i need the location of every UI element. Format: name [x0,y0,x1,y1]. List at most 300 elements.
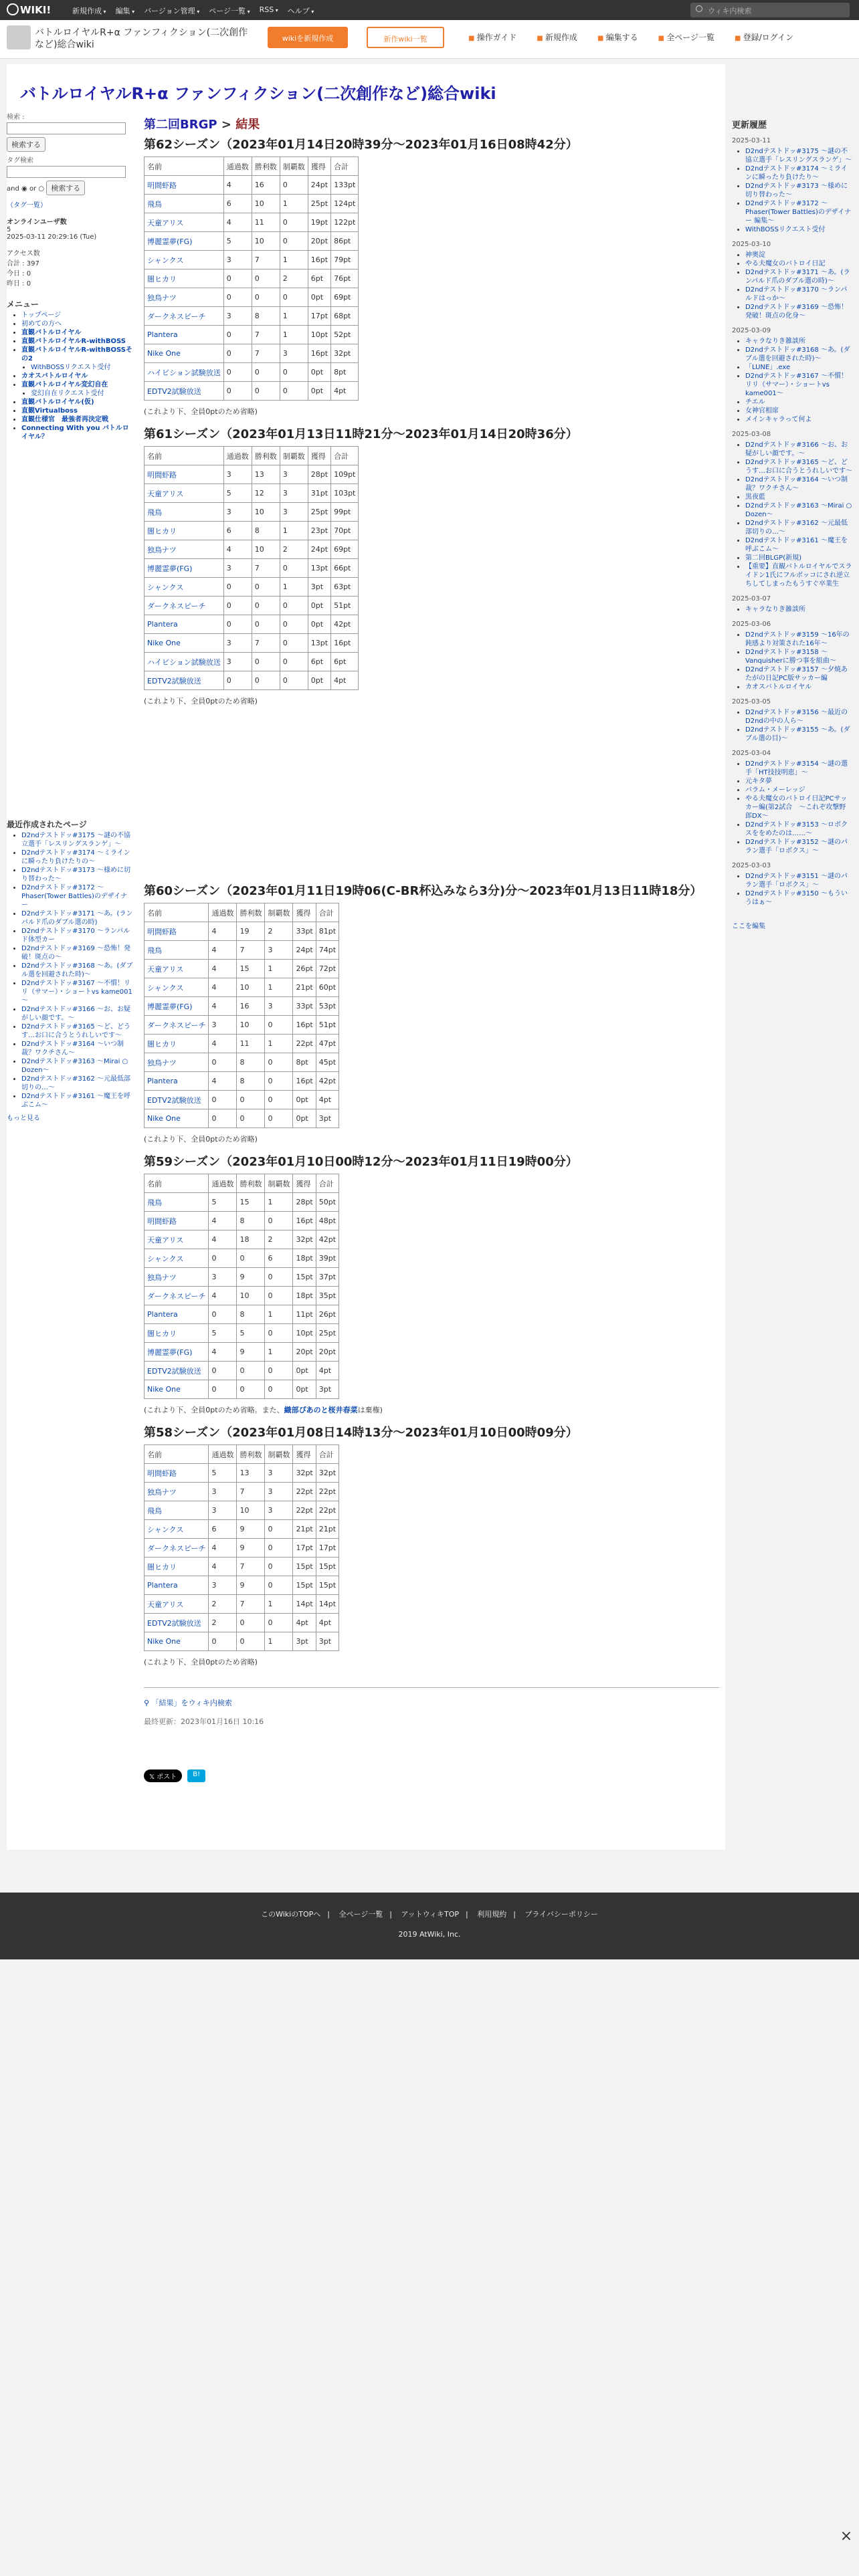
player-name-cell[interactable]: ハイビション試験放送 [145,653,224,671]
sidebar-item: • 直観Virtualboss [21,407,134,415]
menu-rss[interactable]: RSS ▾ [260,5,278,16]
player-name-cell[interactable]: EDTV2試験放送 [145,1614,209,1632]
table-row [145,522,359,540]
right-sidebar-panel [732,118,852,930]
table-row [145,344,359,363]
player-name-cell[interactable]: Nike One [145,1380,209,1399]
site-header [0,20,859,59]
history-link[interactable]: D2ndテストドッ#3165 ～ど、どうす…お口に合うとうれしいです～ [745,459,852,475]
stat-cell: 51pt [316,1016,339,1035]
stat-cell: 4 [223,213,252,232]
history-link[interactable]: D2ndテストドッ#3161 ～魔王を呼ぶこム～ [745,537,848,553]
history-item [745,760,852,777]
stat-cell: 26pt [293,960,316,978]
stat-cell: 17pt [293,1539,316,1558]
history-item [745,441,852,458]
player-name-cell[interactable]: 飛鳥 [145,503,224,522]
stat-cell: 6 [209,1520,237,1539]
history-link[interactable]: D2ndテストドッ#3163 ～Mirai ○ Dozen～ [745,502,852,518]
stat-cell: 0 [265,1287,293,1305]
history-link[interactable]: 【重要】直観バトルロイヤルでスライドン1氏にフルボッコにされ逆立ちしてしまったもうすぐ卒業生 [745,563,852,588]
player-name-cell[interactable]: EDTV2試験放送 [145,1091,209,1109]
sidebar-item: • トップページ [21,311,134,320]
stat-cell: 7 [237,1558,265,1576]
player-name-cell[interactable]: Plantera [145,1305,209,1324]
player-name-cell[interactable]: Plantera [145,1072,209,1091]
site-title[interactable]: バトルロイヤルR+α ファンフィクション(二次創作など)総合wiki [35,27,248,50]
history-groups [732,137,852,907]
tag-search-input[interactable] [7,166,126,178]
stat-cell: 4 [209,1287,237,1305]
main-area [7,64,725,1850]
footer-link[interactable]: 利用規約 [477,1910,507,1919]
stat-cell: 32pt [293,1464,316,1483]
player-name-cell[interactable]: Plantera [145,1576,209,1595]
recent-item: • D2ndテストドッ#3165 ～ど、どうす…お口に合うとうれしいです～ [21,1023,134,1040]
tweet-button[interactable]: 𝕏 ポスト [144,1769,182,1782]
history-date: 2025-03-05 [732,698,771,706]
player-name-cell[interactable]: 明間虾路 [145,176,224,195]
history-link[interactable]: キャラなりき雑談所 [745,338,805,345]
stat-cell: 16pt [293,1072,316,1091]
history-list [732,708,852,743]
sidebar-search-input[interactable] [7,122,126,134]
player-name-cell[interactable]: 博麗霊夢(FG) [145,559,224,578]
recent-item: • D2ndテストドッ#3175 ～謎の不協立選手「レスリングスランゲ」～ [21,831,134,849]
stat-cell: 0 [280,653,308,671]
player-name-cell[interactable]: 博麗霊夢(FG) [145,232,224,251]
stat-cell: 10pt [308,326,330,344]
history-link[interactable]: D2ndテストドッ#3157 ～夕焼あたがの日記PC版サッカー編 [745,666,848,682]
history-link[interactable]: D2ndテストドッ#3156 ～最近のD2ndの中の人ら～ [745,709,848,725]
stat-cell: 0 [280,363,308,382]
note-link[interactable]: 織部ぴあのと桜井春菜 [284,1406,358,1414]
history-link[interactable]: キャラなりき雑談所 [745,606,805,613]
history-item [745,605,852,614]
stat-cell: 0 [237,1632,265,1651]
stat-cell: 0 [209,1632,237,1651]
history-link[interactable]: D2ndテストドッ#3152 ～謎のパラン選手「ロボクス」～ [745,839,848,855]
history-link[interactable]: やる夫魔女のバトロイ日記PCサッカー編(第2試合 ～これぞ攻撃野郎DX～ [745,795,848,820]
stat-cell: 18pt [293,1249,316,1268]
stat-cell: 3 [209,1016,237,1035]
history-link[interactable]: 「LUNE」.exe [745,364,791,371]
stat-cell: 7 [252,251,280,270]
stat-cell: 8pt [331,363,359,382]
stat-cell: 4 [209,997,237,1016]
stat-cell: 4 [209,978,237,997]
player-name-cell[interactable]: ダークネスピーチ [145,1287,209,1305]
table-header-row [145,1445,339,1464]
footer-link[interactable]: プライバシーポリシー [524,1910,598,1919]
player-name-cell[interactable]: 闇ヒカリ [145,1035,209,1053]
history-link[interactable]: D2ndテストドッ#3168 ～あ。(ダブル選を回避された時)～ [745,346,850,362]
tag-search-button[interactable]: 検索する [46,181,85,195]
footer-link[interactable]: 全ページ一覧 [339,1910,383,1919]
player-name-cell[interactable]: シャンクス [145,1249,209,1268]
player-name-cell[interactable]: 闇ヒカリ [145,522,224,540]
breadcrumb-sep: > [221,118,231,132]
stat-cell: 60pt [316,978,339,997]
player-name-cell[interactable]: Plantera [145,615,224,634]
stat-cell: 3 [280,484,308,503]
history-item [745,398,852,407]
stat-cell: 13pt [308,559,330,578]
history-link[interactable]: D2ndテストドッ#3174 ～ミラインに瞬ったり負けたり～ [745,165,848,181]
hatena-bookmark-button[interactable]: B! [187,1769,205,1782]
history-link[interactable]: メインキャラって何よ [745,416,812,423]
player-name-cell[interactable]: 天童アリス [145,484,224,503]
table-row [145,1193,339,1212]
nav-all-pages[interactable]: ■ 全ページ一覧 [658,31,714,43]
stat-cell: 0 [223,344,252,363]
sidebar-item: • 変幻自在リクエスト受付 [31,389,134,398]
footer-link[interactable]: このWikiのTOPへ [261,1910,321,1919]
player-name-cell[interactable]: 独鳥ナツ [145,1483,209,1501]
player-name-cell[interactable]: 天童アリス [145,1595,209,1614]
history-date: 2025-03-08 [732,431,771,438]
stat-cell: 1 [265,1035,293,1053]
table-row [145,615,359,634]
stat-cell: 4 [209,1343,237,1362]
stat-cell: 3 [209,1501,237,1520]
stat-cell: 0 [252,653,280,671]
stat-cell: 10pt [293,1324,316,1343]
stat-cell: 31pt [308,484,330,503]
footer-link[interactable]: アットウィキTOP [401,1910,460,1919]
stat-cell: 63pt [331,578,359,597]
stat-cell: 0 [265,1576,293,1595]
history-link[interactable]: D2ndテストドッ#3172 ～Phaser(Tower Battles)のデザイナー 編集～ [745,200,852,225]
player-name-cell[interactable]: ダークネスピーチ [145,1016,209,1035]
stat-cell: 3 [280,465,308,484]
stat-cell: 4 [209,1230,237,1249]
season-table [144,1444,339,1651]
stat-cell: 19 [237,922,265,941]
table-row [145,503,359,522]
stat-cell: 18 [237,1230,265,1249]
recent-more-link[interactable]: もっと見る [7,1115,40,1122]
sidebar-item: • 直観バトルロイヤルR-withBOSS [21,337,134,346]
table-row [145,1305,339,1324]
player-name-cell[interactable]: 天童アリス [145,213,224,232]
nav-edit[interactable]: ■ 編集する [597,31,638,43]
edit-here-link[interactable]: ここを編集 [732,923,765,930]
new-wiki-list-button[interactable]: 新作wiki一覧 [367,27,444,48]
stat-cell: 1 [265,1632,293,1651]
history-item [745,536,852,554]
stat-cell: 3 [209,1268,237,1287]
column-header: 名前 [145,1445,209,1464]
history-link[interactable]: D2ndテストドッ#3162 ～元最低部切りの…～ [745,520,848,536]
table-row [145,1230,339,1249]
stat-cell: 37pt [316,1268,339,1287]
player-name-cell[interactable]: Nike One [145,344,224,363]
history-link[interactable]: D2ndテストドッ#3170 ～ランパルドはっか～ [745,286,848,302]
player-name-cell[interactable]: 独鳥ナツ [145,1268,209,1287]
history-link[interactable]: D2ndテストドッ#3158 ～Vanquisherに勝つ事を組曲～ [745,649,836,665]
player-name-cell[interactable]: EDTV2試験放送 [145,671,224,690]
column-header: 獲得 [308,157,330,176]
player-name-cell[interactable]: 明間虾路 [145,465,224,484]
history-date: 2025-03-06 [732,621,771,628]
history-list [732,760,852,855]
stat-cell: 4 [209,960,237,978]
player-name-cell[interactable]: EDTV2試験放送 [145,382,224,401]
table-row [145,578,359,597]
sidebar-search-button[interactable]: 検索する [7,137,45,152]
table-row [145,232,359,251]
stat-cell: 0 [209,1053,237,1072]
stat-cell: 15pt [293,1268,316,1287]
history-item [745,502,852,519]
player-name-cell[interactable]: 明間虾路 [145,1464,209,1483]
sidebar-item: • 直観バトルロイヤル [21,328,134,337]
stat-cell: 12 [252,484,280,503]
history-item [745,303,852,320]
sidebar-item: • 直観バトルロイヤル(仮) [21,398,134,407]
history-link[interactable]: D2ndテストドッ#3151 ～謎のパラン選手「ロボクス」～ [745,873,848,889]
player-name-cell[interactable]: 博麗霊夢(FG) [145,997,209,1016]
history-link[interactable]: D2ndテストドッ#3164 ～いつ制裁？ワクチさん～ [745,476,848,492]
column-header: 獲得 [293,1445,316,1464]
sidebar-item: • カオスバトルロイヤル [21,372,134,381]
stat-cell: 16pt [308,344,330,363]
history-link[interactable]: WithBOSSリクエスト受付 [745,226,826,233]
player-name-cell[interactable]: Nike One [145,1109,209,1128]
history-link[interactable]: バラム・メーレッジ [745,786,805,794]
player-name-cell[interactable]: ダークネスピーチ [145,307,224,326]
history-link[interactable]: D2ndテストドッ#3154 ～謎の選手「HT技技明恵」～ [745,760,848,776]
player-name-cell[interactable]: 闇ヒカリ [145,1324,209,1343]
access-yesterday: 昨日 : 0 [7,280,31,288]
history-link[interactable]: D2ndテストドッ#3166 ～お、お疑がしい顔です。～ [745,441,848,457]
stat-cell: 47pt [316,1035,339,1053]
stat-cell: 0 [252,597,280,615]
stat-cell: 4 [209,1072,237,1091]
stat-cell: 16pt [308,251,330,270]
stat-cell: 25pt [308,195,330,213]
stat-cell: 39pt [316,1249,339,1268]
stat-cell: 4 [209,922,237,941]
menu-new[interactable]: 新規作成 ▾ [72,5,106,16]
player-name-cell[interactable]: 飛鳥 [145,1193,209,1212]
omit-note: (これより下、全員0ptのため省略) [144,1658,258,1667]
stat-cell: 14pt [293,1595,316,1614]
close-icon[interactable]: × [840,2528,853,2545]
menu-edit[interactable]: 編集 ▾ [116,5,135,16]
stat-cell: 1 [280,307,308,326]
history-link[interactable]: カオスバトルロイヤル [745,683,812,691]
player-name-cell[interactable]: 独鳥ナツ [145,1053,209,1072]
player-name-cell[interactable]: 明間虾路 [145,1212,209,1230]
sidebar-tree-spacer [7,441,134,816]
stat-cell: 22pt [293,1035,316,1053]
stat-cell: 32pt [316,1464,339,1483]
stat-cell: 8 [237,1072,265,1091]
top-menu [72,5,314,16]
menu-version[interactable]: バージョン管理 ▾ [144,5,199,16]
nav-login[interactable]: ■ 登録/ログイン [735,31,793,43]
stat-cell: 0 [252,615,280,634]
history-link[interactable]: 元キタ夢 [745,778,772,785]
page-title[interactable]: バトルロイヤルR+α ファンフィクション(二次創作など)総合wiki [20,84,496,103]
stat-cell: 0 [265,1109,293,1128]
create-wiki-button[interactable]: wikiを新規作成 [268,27,348,48]
season-59-title: 第59シーズン（2023年01月10日00時12分～2023年01月11日19時00分） [144,1155,578,1169]
atwiki-logo[interactable] [7,3,51,16]
player-name-cell[interactable]: ダークネスピーチ [145,1539,209,1558]
player-name-cell[interactable]: 飛鳥 [145,941,209,960]
wiki-search-input[interactable] [690,3,850,17]
stat-cell: 0 [223,615,252,634]
or-radio[interactable]: ○ [38,185,45,193]
table-row [145,176,359,195]
player-name-cell[interactable]: シャンクス [145,251,224,270]
stat-cell: 66pt [331,559,359,578]
tag-list-link[interactable]: （タグ一覧） [7,202,47,209]
stat-cell: 16pt [293,1016,316,1035]
column-header: 制覇数 [265,1445,293,1464]
menu-help[interactable]: ヘルプ ▾ [288,5,314,16]
stat-cell: 0 [209,1091,237,1109]
content [144,115,719,1782]
history-item [745,493,852,502]
stat-cell: 33pt [293,997,316,1016]
history-list [732,251,852,320]
column-header: 合計 [331,447,359,465]
player-name-cell[interactable]: シャンクス [145,578,224,597]
stat-cell: 8 [237,1053,265,1072]
history-item [745,458,852,475]
history-item [745,225,852,234]
stat-cell: 7 [237,1595,265,1614]
player-name-cell[interactable]: シャンクス [145,978,209,997]
history-item [745,363,852,372]
stat-cell: 3 [223,653,252,671]
player-name-cell[interactable]: シャンクス [145,1520,209,1539]
site-logo[interactable] [7,25,31,49]
stat-cell: 20pt [293,1343,316,1362]
table-row [145,1595,339,1614]
history-link[interactable]: D2ndテストドッ#3167 ～不慣！リリ（サマー）・ショートvs kame001～ [745,372,848,397]
wiki-search-link[interactable]: ⚲ 「結果」をウィキ内検索 [144,1699,232,1707]
player-name-cell[interactable]: 天童アリス [145,960,209,978]
history-title: 更新履歴 [732,120,767,130]
history-link[interactable]: D2ndテストドッ#3153 ～ロボクスををめたのは……～ [745,821,848,837]
history-list [732,337,852,424]
online-label: オンラインユーザ数 [7,219,67,226]
history-link[interactable]: D2ndテストドッ#3155 ～あ。(ダブル選の目)～ [745,726,850,742]
stat-cell: 15 [237,1193,265,1212]
table-row [145,213,359,232]
history-link[interactable]: D2ndテストドッ#3173 ～様めに切り替わった～ [745,183,848,199]
stat-cell: 0 [223,597,252,615]
player-name-cell[interactable]: ダークネスピーチ [145,597,224,615]
player-name-cell[interactable]: 博麗霊夢(FG) [145,1343,209,1362]
player-name-cell[interactable]: 独鳥ナツ [145,288,224,307]
history-link[interactable]: 女神官相席 [745,407,779,415]
history-link[interactable]: 神奥淀 [745,251,765,259]
table-row [145,671,359,690]
history-item [745,372,852,398]
nav-new[interactable]: ■ 新規作成 [537,31,577,43]
footer [0,1893,859,1959]
stat-cell: 2 [265,1230,293,1249]
stat-cell: 14pt [316,1595,339,1614]
stat-cell: 6 [265,1249,293,1268]
stat-cell: 51pt [331,597,359,615]
stat-cell: 1 [265,960,293,978]
player-name-cell[interactable]: Plantera [145,326,224,344]
stat-cell: 3 [265,997,293,1016]
column-header: 獲得 [308,447,330,465]
stat-cell: 0 [265,1091,293,1109]
stat-cell: 18pt [293,1287,316,1305]
player-name-cell[interactable]: 闇ヒカリ [145,1558,209,1576]
stat-cell: 0 [223,578,252,597]
breadcrumb-link[interactable]: 第二回BRGP [144,118,217,132]
player-name-cell[interactable]: 飛鳥 [145,195,224,213]
stat-cell: 3 [223,559,252,578]
stat-cell: 109pt [331,465,359,484]
history-link[interactable]: D2ndテストドッ#3175 ～謎の不協立選手「レスリングスランゲ」～ [745,148,852,164]
stat-cell: 0 [209,1362,237,1380]
recent-title: 最近作成されたページ [7,820,87,829]
season-table [144,156,359,401]
stat-cell: 0pt [308,288,330,307]
stat-cell: 3pt [316,1109,339,1128]
player-name-cell[interactable]: Nike One [145,1632,209,1651]
history-item [745,337,852,346]
player-name-cell[interactable]: 飛鳥 [145,1501,209,1520]
history-item [745,259,852,268]
stat-cell: 1 [265,1343,293,1362]
nav-guide[interactable]: ■ 操作ガイド [468,31,516,43]
table-row [145,1380,339,1399]
stat-cell: 0 [252,288,280,307]
history-link[interactable]: 第二回BLGP(新規) [745,554,802,562]
player-name-cell[interactable]: ハイビション試験放送 [145,363,224,382]
history-link[interactable]: D2ndテストドッ#3169 ～恐怖！発破！斑点の化身～ [745,304,848,320]
history-link[interactable]: D2ndテストドッ#3150 ～もういうはぁ～ [745,890,848,906]
column-header: 名前 [145,447,224,465]
player-name-cell[interactable]: 独鳥ナツ [145,540,224,559]
stat-cell: 2 [280,270,308,288]
history-link[interactable]: D2ndテストドッ#3171 ～あ。(ランパルド爪のダブル選の時)～ [745,269,850,285]
history-item [745,562,852,588]
and-radio[interactable]: ◉ [21,185,27,193]
player-name-cell[interactable]: Nike One [145,634,224,653]
stat-cell: 0 [265,1268,293,1287]
history-link[interactable]: チエル [745,399,765,406]
table-header-row [145,903,339,922]
stat-cell: 0 [223,288,252,307]
history-link[interactable]: D2ndテストドッ#3159 ～16年の鈍感より対策された16年～ [745,631,850,647]
table-row [145,288,359,307]
stat-cell: 42pt [331,615,359,634]
player-name-cell[interactable]: 天童アリス [145,1230,209,1249]
player-name-cell[interactable]: EDTV2試験放送 [145,1362,209,1380]
player-name-cell[interactable]: 闇ヒカリ [145,270,224,288]
column-header: 合計 [316,903,339,922]
player-name-cell[interactable]: 明間虾路 [145,922,209,941]
column-header: 制覇数 [280,447,308,465]
table-header-row [145,157,359,176]
history-link[interactable]: やる夫魔女のバトロイ日記 [745,260,826,267]
menu-pages[interactable]: ページ一覧 ▾ [209,5,250,16]
history-link[interactable]: 黒夜藍 [745,494,765,501]
